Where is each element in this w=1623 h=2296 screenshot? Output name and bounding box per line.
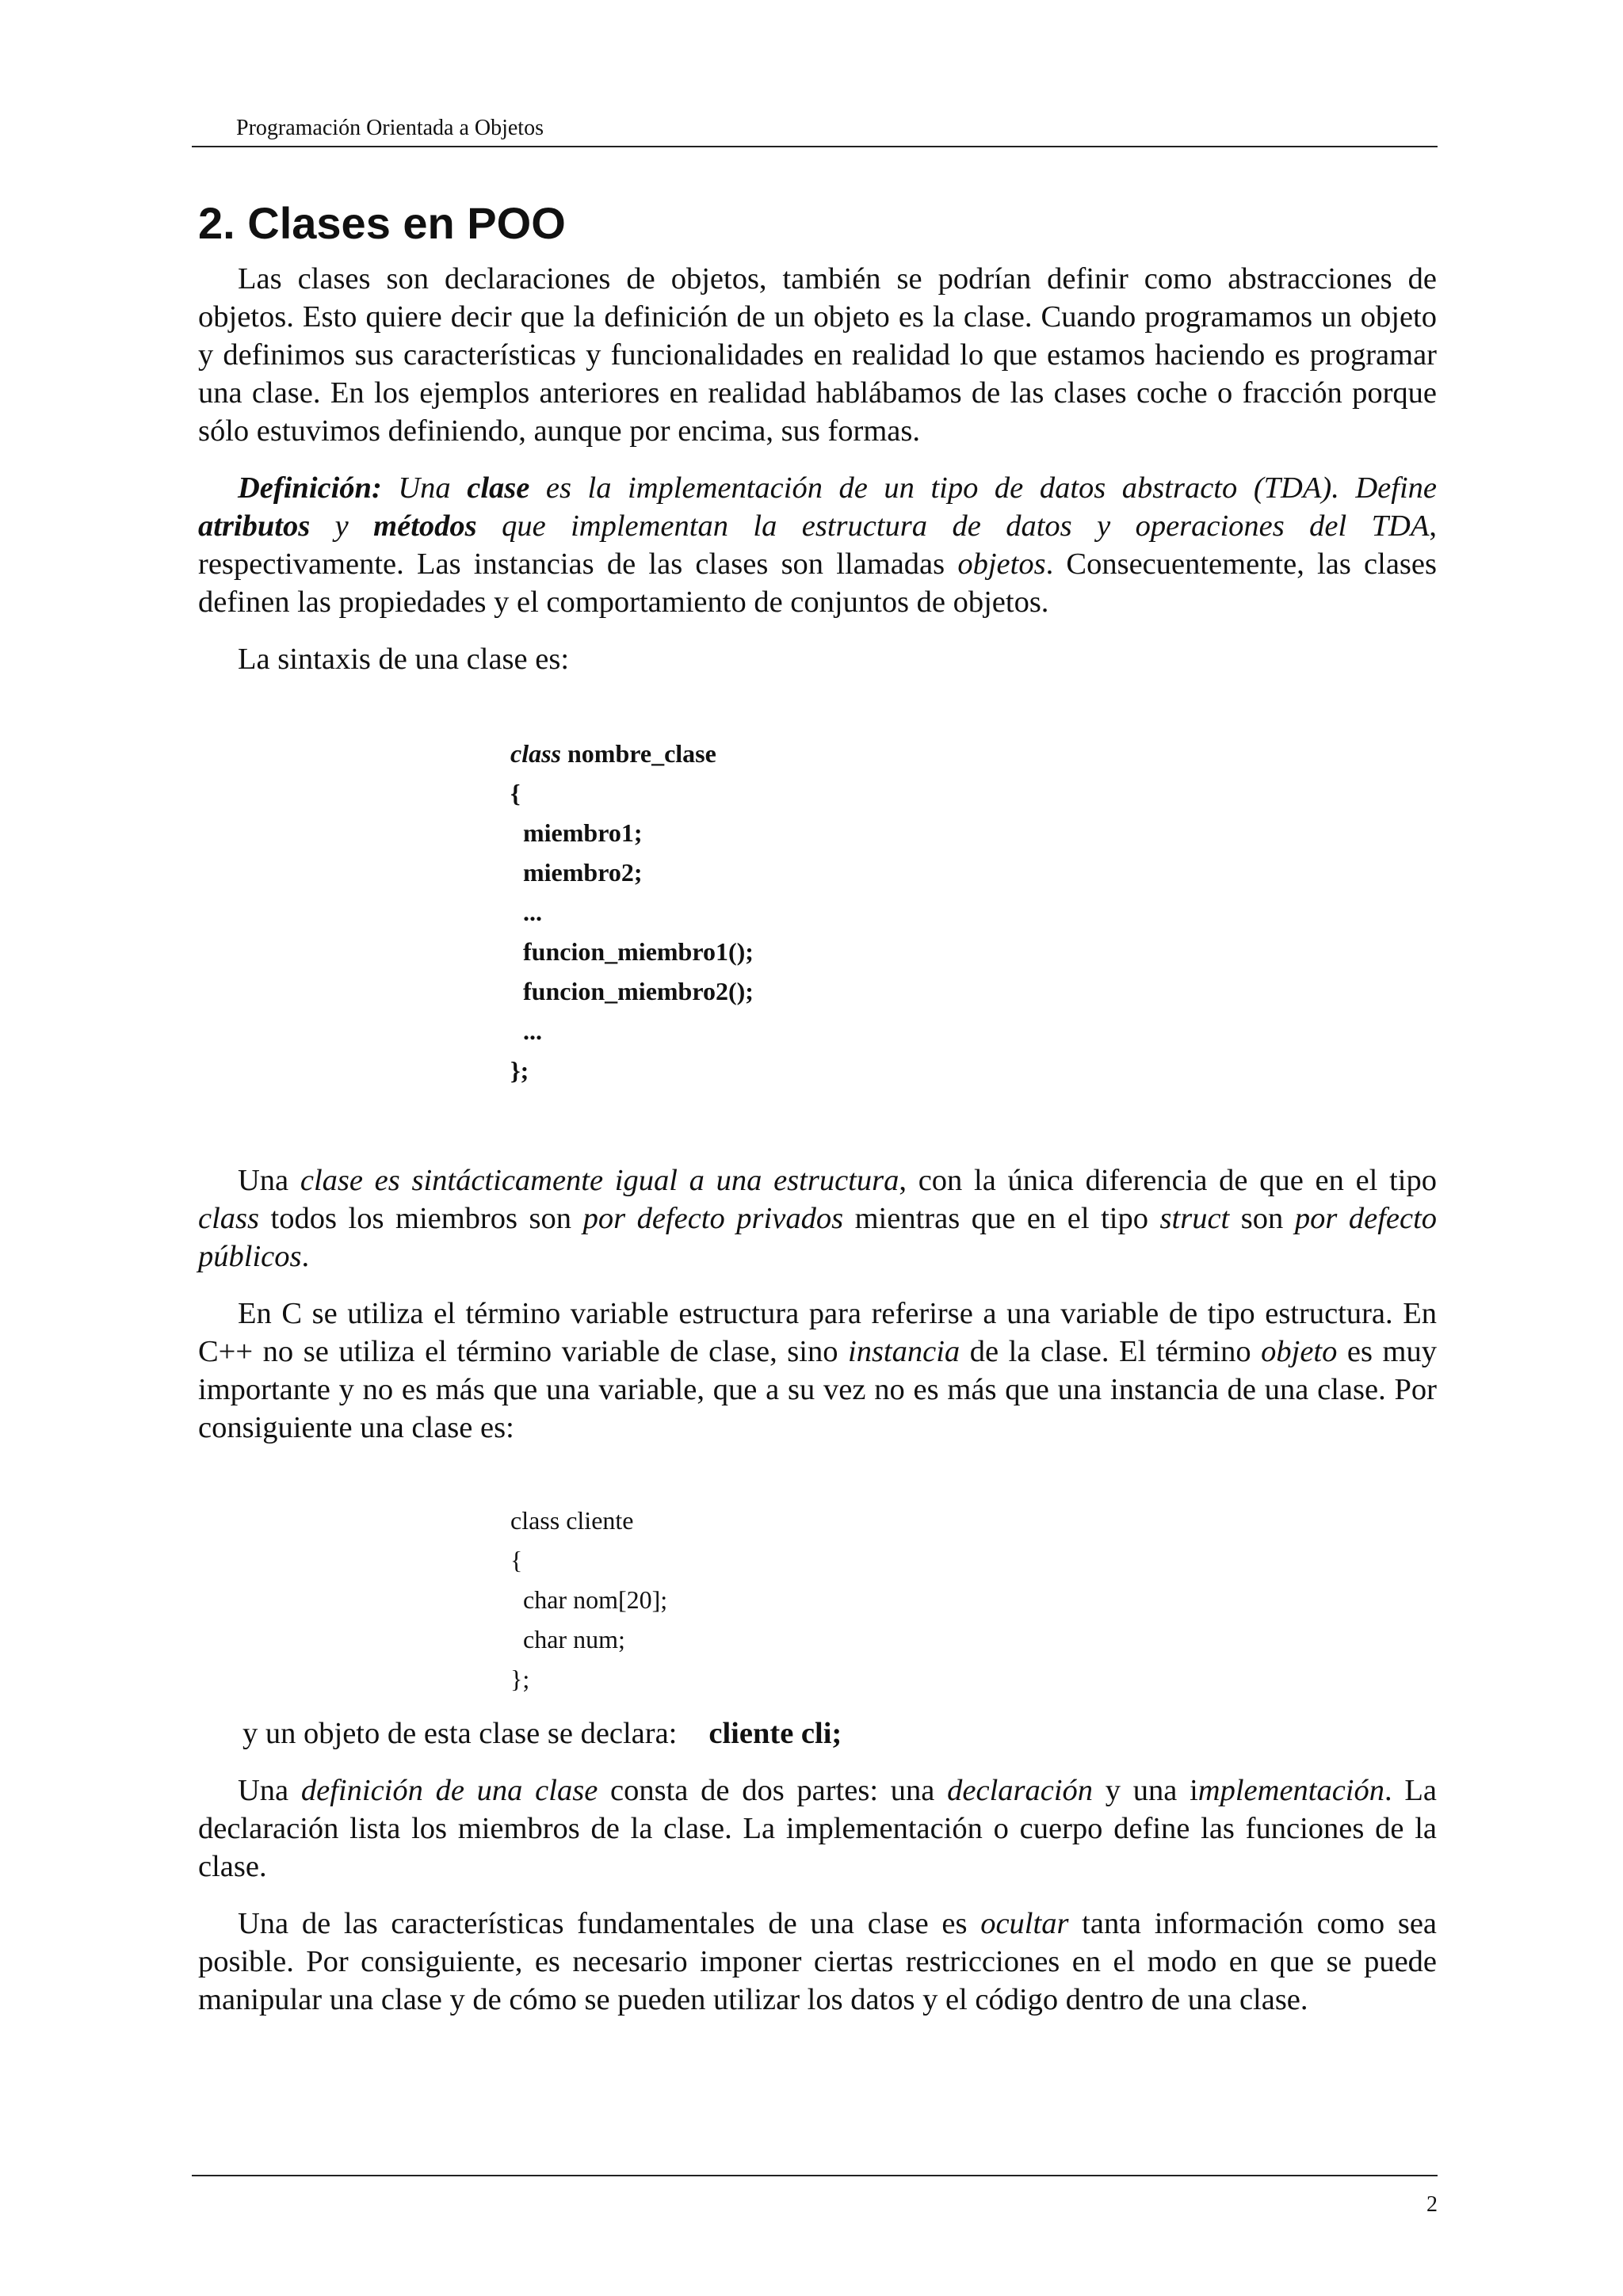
- text-block-middle: [198, 1161, 1437, 1466]
- code-line: funcion_miembro2();: [510, 977, 754, 1005]
- code-line: };: [510, 1665, 530, 1693]
- code-keyword: class: [510, 739, 561, 768]
- code-line: ...: [510, 898, 542, 926]
- term-atributos: atributos: [198, 509, 311, 543]
- code-line: };: [510, 1056, 529, 1085]
- code-line: funcion_miembro1();: [510, 937, 754, 966]
- term-metodos: métodos: [373, 509, 477, 543]
- running-footer: [192, 2175, 1438, 2217]
- page-number: 2: [1426, 2192, 1438, 2217]
- code-line: class cliente: [510, 1506, 634, 1535]
- code-class-name: nombre_clase: [561, 739, 716, 768]
- header-title: Programación Orientada a Objetos: [236, 116, 544, 140]
- paragraph-class-definition-parts: Una definición de una clase consta de dos partes: una declaración y una implementación. La declaración lista los miembros de la clase. La implementación o cuerpo define las funciones de la clase.: [198, 1774, 1437, 1883]
- section-title: 2. Clases en POO: [198, 198, 566, 248]
- declaration-code: cliente cli;: [708, 1717, 842, 1750]
- paragraph-instance: En C se utiliza el término variable estructura para referirse a una variable de tipo estructura. En C++ no se utiliza el término variable de clase, sino instancia de la clase. El término objeto es muy importante y no es más que una variable, que a su vez no es más que una instancia de una clase. Por consiguiente una clase es:: [198, 1297, 1437, 1444]
- paragraph-syntax-intro: La sintaxis de una clase es:: [238, 643, 570, 676]
- declaration-text: y un objeto de esta clase se declara:: [242, 1717, 678, 1750]
- code-line: ...: [510, 1016, 542, 1045]
- code-line: miembro2;: [510, 858, 643, 887]
- code-line: {: [510, 1546, 523, 1574]
- code-line: miembro1;: [510, 818, 643, 847]
- code-line-declaration: [510, 734, 754, 773]
- text-block-intro: [198, 260, 1437, 697]
- running-header: [192, 111, 1438, 147]
- code-block-class-syntax: [510, 734, 754, 1090]
- paragraph-encapsulation: Una de las características fundamentales de una clase es ocultar tanta información como sea posible. Por consiguiente, es necesario imponer ciertas restricciones en el modo en que se puede manipular una clase y de cómo se pueden utilizar los datos y el código dentro de una clase.: [198, 1907, 1438, 2016]
- paragraph-class-vs-struct: Una clase es sintácticamente igual a una estructura, con la única diferencia de que en el tipo class todos los miembros son por defecto privados mientras que en el tipo struct son por defecto públicos.: [198, 1164, 1438, 1273]
- paragraph-definition: Definición: Una clase es la implementación de un tipo de datos abstracto (TDA). Define atributos y métodos que implementan la estructura de datos y operaciones del TDA, respectivamente. Las instancias de las clases son llamadas objetos. Consecuentemente, las clases definen las propiedades y el comportamiento de conjuntos de objetos.: [198, 471, 1437, 619]
- object-declaration-line: [242, 1714, 842, 1753]
- definition-label: Definición:: [238, 471, 382, 505]
- code-line: char nom[20];: [510, 1585, 668, 1614]
- paragraph-classes-intro: Las clases son declaraciones de objetos, también se podrían definir como abstracciones de objetos. Esto quiere decir que la definición de un objeto es la clase. Cuando programamos un objeto y definimos sus características y funcionalidades en realidad lo que estamos haciendo es programar una clase. En los ejemplos anteriores en realidad hablábamos de las clases coche o fracción porque sólo estuvimos definiendo, aunque por encima, sus formas.: [198, 262, 1437, 448]
- code-line: {: [510, 779, 521, 807]
- term-clase: clase: [467, 471, 530, 505]
- code-block-class-example: [510, 1501, 667, 1699]
- code-line: char num;: [510, 1625, 625, 1653]
- term-objetos: objetos: [957, 547, 1046, 581]
- text-block-closing: [198, 1772, 1437, 2038]
